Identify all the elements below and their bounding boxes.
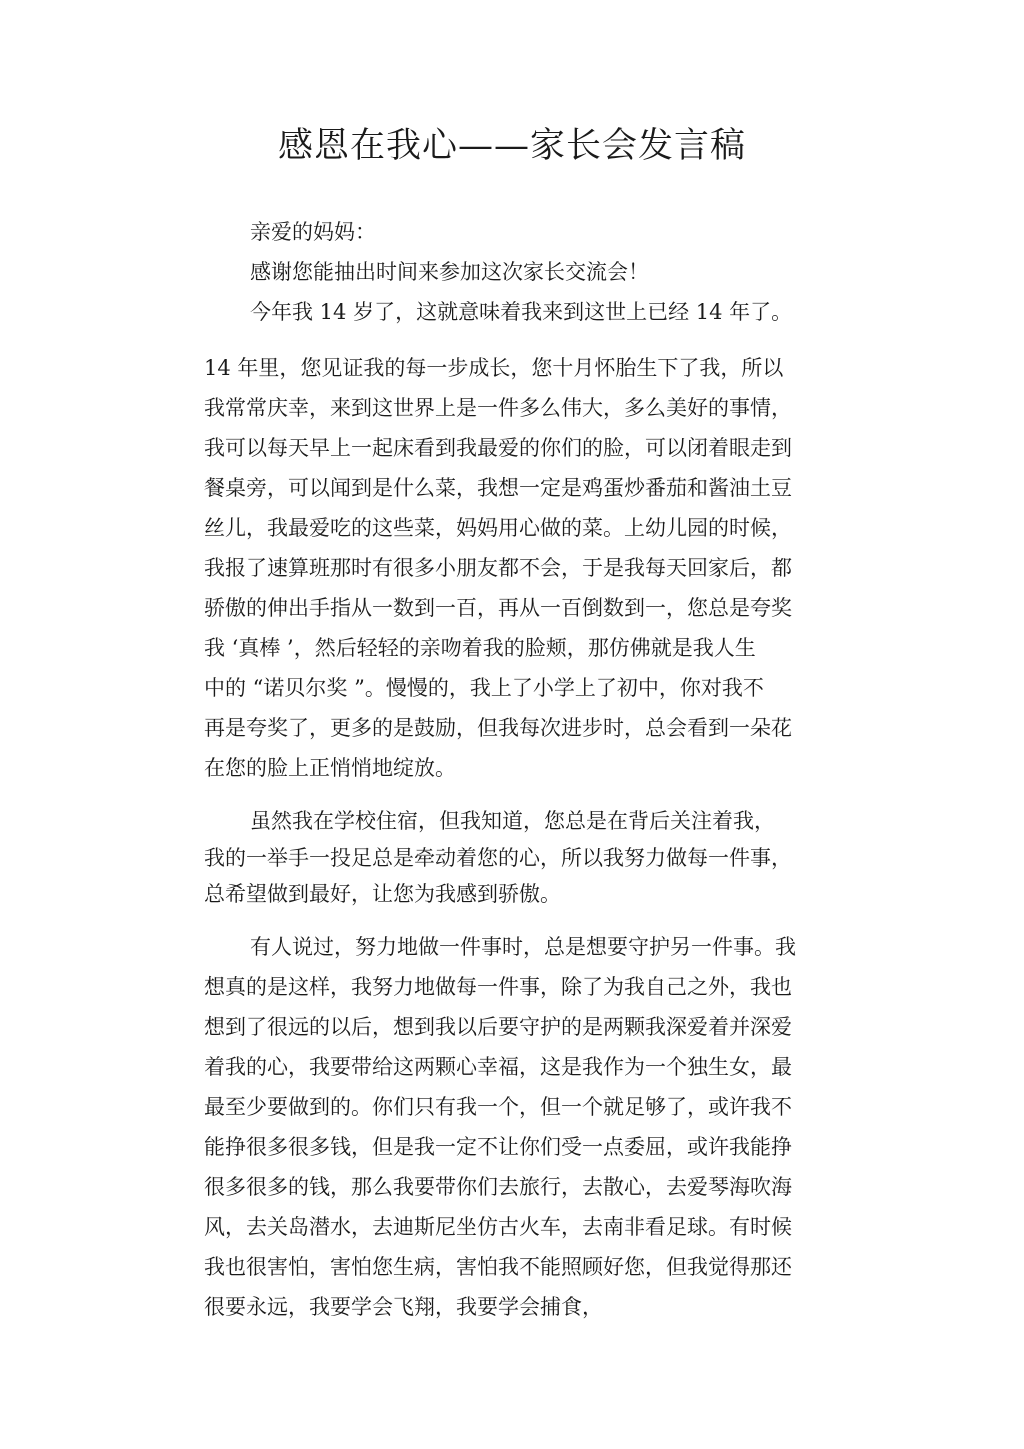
paragraph-line: 丝儿，我最爱吃的这些菜，妈妈用心做的菜。上幼儿园的时候， xyxy=(204,516,792,540)
paragraph-line: 我也很害怕，害怕您生病，害怕我不能照顾好您，但我觉得那还 xyxy=(204,1255,792,1279)
paragraph-line: 很要永远，我要学会飞翔，我要学会捕食， xyxy=(204,1295,603,1319)
intro-line: 感谢您能抽出时间来参加这次家长交流会！ xyxy=(250,260,649,284)
paragraph-line: 风，去关岛潜水，去迪斯尼坐仿古火车，去南非看足球。有时候 xyxy=(204,1215,792,1239)
paragraph-line: 14 年里，您见证我的每一步成长，您十月怀胎生下了我，所以 xyxy=(204,356,784,380)
paragraph-line: 餐桌旁，可以闻到是什么菜，我想一定是鸡蛋炒番茄和酱油土豆 xyxy=(204,476,792,500)
paragraph-line: 在您的脸上正悄悄地绽放。 xyxy=(204,756,456,780)
paragraph-line: 中的 “诺贝尔奖 ”。慢慢的，我上了小学上了初中，你对我不 xyxy=(204,676,764,700)
intro-line: 今年我 14 岁了，这就意味着我来到这世上已经 14 年了。 xyxy=(250,300,793,324)
paragraph-line: 着我的心，我要带给这两颗心幸福，这是我作为一个独生女，最 xyxy=(204,1055,792,1079)
paragraph-line: 很多很多的钱，那么我要带你们去旅行，去散心，去爱琴海吹海 xyxy=(204,1175,792,1199)
paragraph-line: 我的一举手一投足总是牵动着您的心，所以我努力做每一件事， xyxy=(204,846,792,870)
paragraph-line: 骄傲的伸出手指从一数到一百，再从一百倒数到一，您总是夸奖 xyxy=(204,596,792,620)
paragraph-line: 能挣很多很多钱，但是我一定不让你们受一点委屈，或许我能挣 xyxy=(204,1135,792,1159)
paragraph-line: 我常常庆幸，来到这世界上是一件多么伟大，多么美好的事情， xyxy=(204,396,792,420)
paragraph-line: 我 ‘真棒 ’，然后轻轻的亲吻着我的脸颊，那仿佛就是我人生 xyxy=(204,636,756,660)
paragraph-line: 最至少要做到的。你们只有我一个，但一个就足够了，或许我不 xyxy=(204,1095,792,1119)
paragraph-line: 总希望做到最好，让您为我感到骄傲。 xyxy=(204,882,561,906)
paragraph-line: 虽然我在学校住宿，但我知道，您总是在背后关注着我， xyxy=(250,809,775,833)
paragraph-line: 再是夸奖了，更多的是鼓励，但我每次进步时，总会看到一朵花 xyxy=(204,716,792,740)
paragraph-line: 想到了很远的以后，想到我以后要守护的是两颗我深爱着并深爱 xyxy=(204,1015,792,1039)
salutation: 亲爱的妈妈： xyxy=(250,220,376,244)
paragraph-line: 我报了速算班那时有很多小朋友都不会，于是我每天回家后，都 xyxy=(204,556,792,580)
paragraph-line: 我可以每天早上一起床看到我最爱的你们的脸，可以闭着眼走到 xyxy=(204,436,792,460)
paragraph-line: 想真的是这样，我努力地做每一件事，除了为我自己之外，我也 xyxy=(204,975,792,999)
document-title: 感恩在我心——家长会发言稿 xyxy=(277,126,746,166)
paragraph-line: 有人说过，努力地做一件事时，总是想要守护另一件事。我 xyxy=(250,935,796,959)
